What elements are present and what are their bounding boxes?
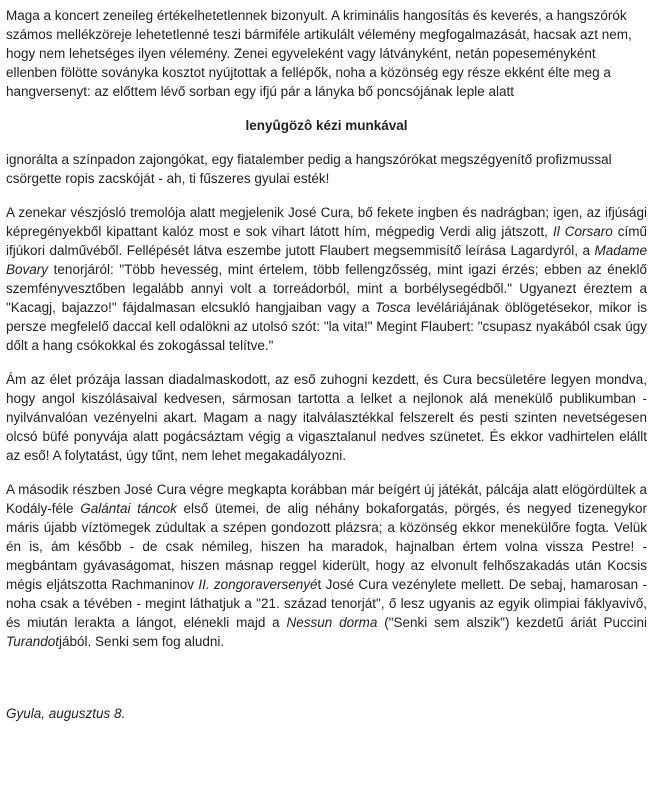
opera-title-tosca: Tosca [375,300,411,315]
paragraph-5-text-g: ("Senki sem alszik") kezdetű áriát Puccini [377,615,647,630]
aria-title-nessun-dorma: Nessun dorma [286,615,378,630]
paragraph-4: Ám az élet prózája lassan diadalmaskodott, az eső zuhogni kezdett, és Cura becsületére legyen mondva, hogy angol kiszólásaival kedvesen, sármosan tartotta a lelket a nejlonok alá menekülő publikumban - nyilvánvalóan vezényelni akart. Magam a nagy italválasztékkal felszerelt és pesti szinten nevetségesen olcsó büfé ponyvája alatt pogácsáztam végig a vigasztalanul nedves szünetet. És ekkor vadhirtelen elállt az eső! A folytatást, úgy tűnt, nem lehet megakadályozni. [6,372,647,463]
paragraph-3 [6,203,647,355]
opera-title-turandot: Turandot [6,634,60,649]
opera-title-il-corsaro: Il Corsaro [552,224,613,239]
paragraph-5 [6,480,647,651]
paragraph-5-text-c: első ütemei, de alig néhány bokaforgatás, pörgés, és negyed tizenegykor máris újabb víztömegek zúdultak a szépen gondozott plázsra; a közönség ekkor menekülőre fogta. Velük én is, ám később - de csak némileg, hiszen ha maradok, hajnalban értem volna vissza Pestre! - megbántam gyávaságomat, hiszen másnap reggel kiderült, hogy az elvonult felhőszakadás után Kocsis mégis eljátszotta Rachmaninov [6,501,648,592]
paragraph-3-text-a: A zenekar vészjósló tremolója alatt megjelenik José Cura, bő fekete ingben és nadrágban; igen, az ifjúsági képregényekből kipattant kalóz most e sok vihart látott hím, mégpedig Verdi alig játszott, [6,205,647,239]
paragraph-5-text-a: A második részben José Cura végre megkapta korábban már beígért új játékát, pálcája alatt elögördültek a Kodály-féle [6,482,647,516]
centered-bold-phrase: lenyûgözô kézi munkával [245,118,408,133]
paragraph-1: Maga a koncert zeneileg értékelhetetlennek bizonyult. A kriminális hangosítás és keverés, a hangszórók számos mellékzöreje lehetetlenné teszi bármiféle artikulált vélemény megfogalmazását, hacsak azt nem, hogy nem lehetséges ilyen vélemény. Zenei egyveleként vagy látványként, netán popeseményként ellenben fölötte soványka kosztot nyújtottak a fellépők, noha a közönség egy része ekként élte meg a hangversenyt: az előttem lévő sorban egy ifjú pár a lánykа bő poncsójának leple alatt [6,8,632,99]
dateline: Gyula, augusztus 8. [6,706,126,721]
paragraph-3-text-e: tenorjáról: "Több hevesség, mint értelem, több fellengzősség, mint igazi érzés; ebben az énekl​ő szemfényvesztőben legalább annyi volt a torreádorból, mint a borbélysegédből." Ugyanezt éreztem a "Kacagj, bajazzo!" fájdalmasan elcsukló hangjaiban vagy a [6,262,647,315]
paragraph-3-text-g: levéláriájának öblögetésekor, mikor is persze megfelelő daccal kell odalökni az utolsó szót: "la vita!" Megint Flaubert: "csupasz nyakából csak úgy dőlt a hang csókokkal és zokogással telítve." [6,300,647,353]
paragraph-5-text-e: t José Cura vezénylete mellett. De sebaj, hamarosan - noha csak a tévében - megint láthatjuk a "21. század tenorját", ő lesz ugyanis az egyik olimpiai fáklyavivő, és miután lerakta a lángot, elénekli majd a [6,577,648,630]
paragraph-3-text-c: című ifjúkori dalművéből. Fellépését látva eszembe jutott Flaubert megsemmisítő leírása Lagardyról, a [6,224,648,258]
novel-title-madame-bovary: Madame Bovary [6,243,647,277]
work-title-galantai-tancok: Galántai táncok [80,501,177,516]
paragraph-2: ignorálta a színpadon zajongókat, egy fiatalember pedig a hangszórókat megszégyenítő profizmussal csörgette ropis zacskóját - ah, ti fűszeres gyulai esték! [6,152,612,186]
paragraph-5-text-i: jából. Senki sem fog aludni. [59,634,225,649]
work-title-zongoraverseny: II. zongoraversenyé [198,577,318,592]
